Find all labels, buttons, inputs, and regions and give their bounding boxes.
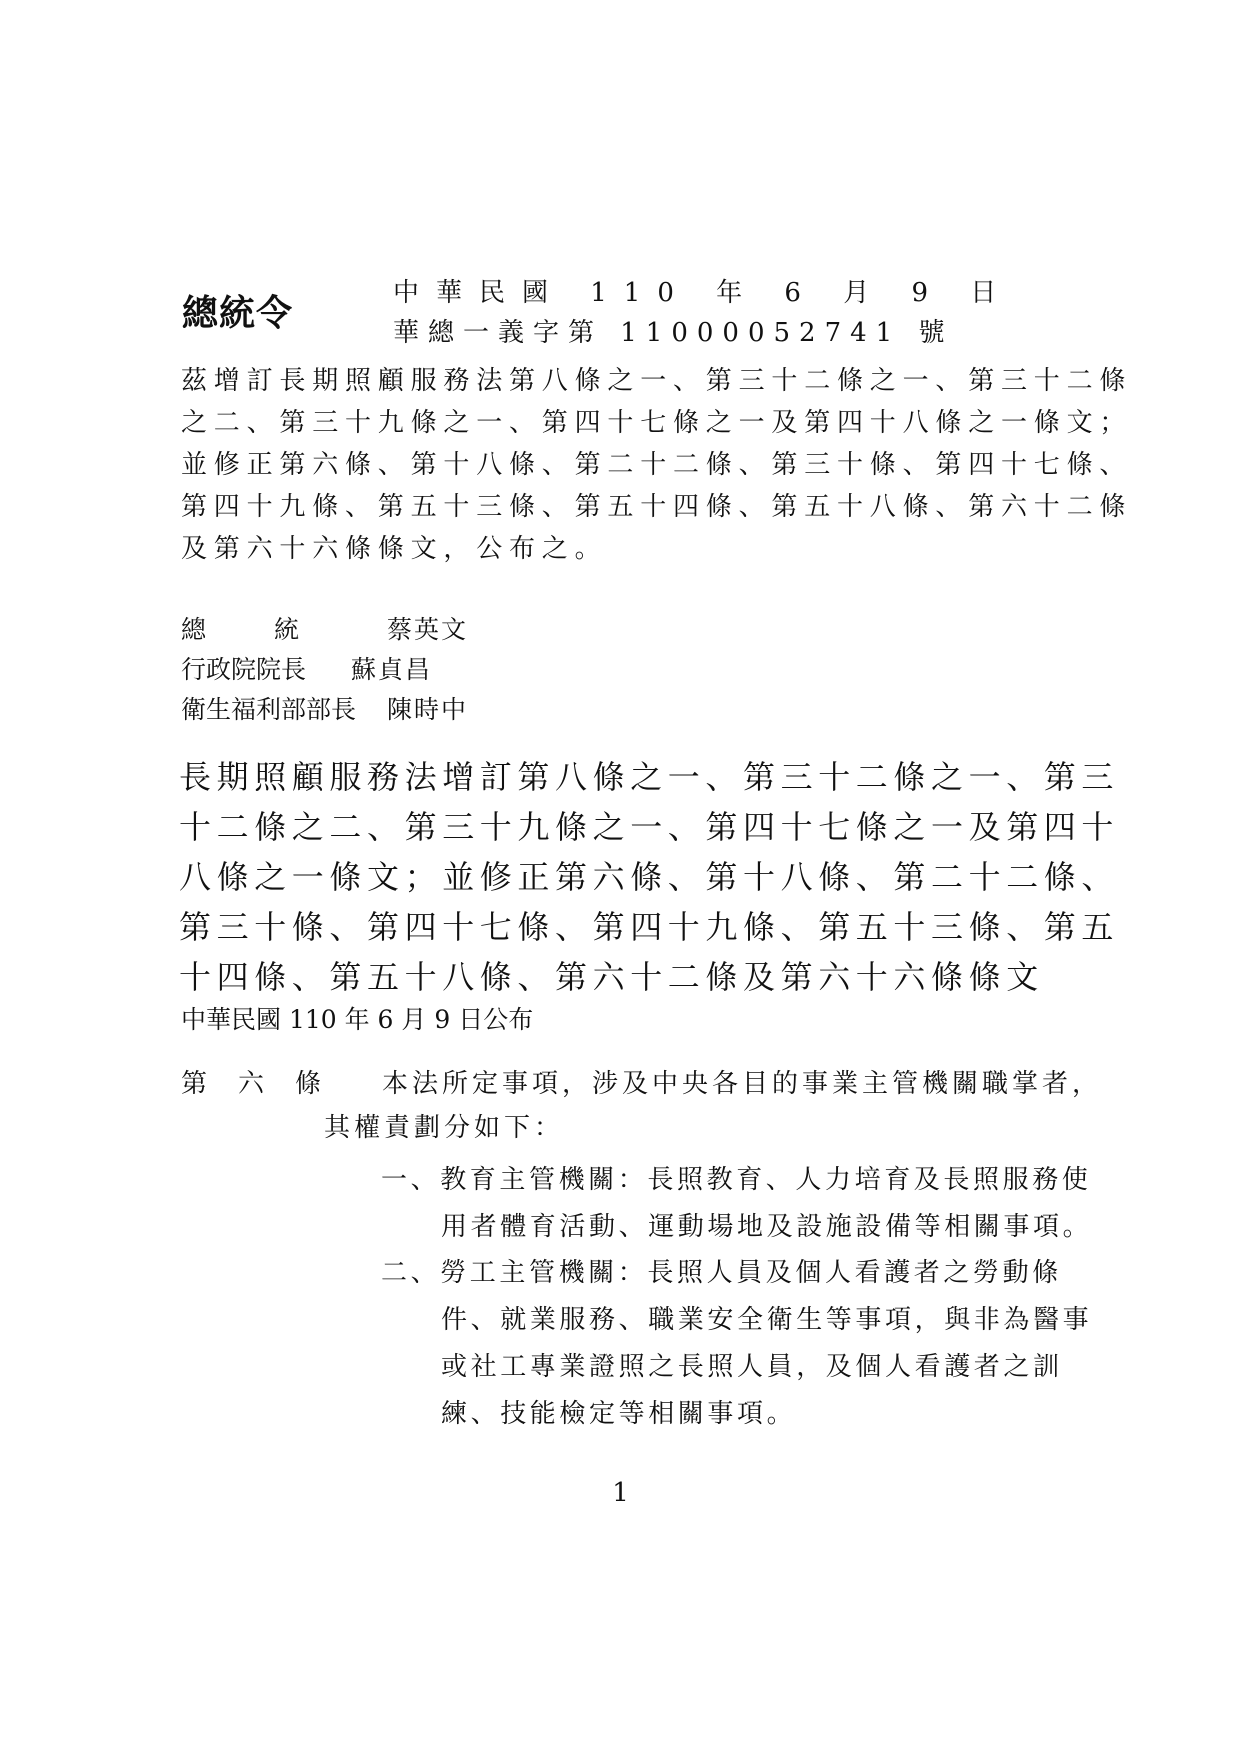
article-item-line: 一、教育主管機關：長照教育、人力培育及長照服務使 xyxy=(381,1165,1092,1195)
article-item xyxy=(381,1157,1093,1251)
signer-role-char: 總 xyxy=(181,615,207,644)
preamble-paragraph xyxy=(181,360,1133,570)
decree-title: 總統令 xyxy=(182,293,294,334)
preamble-line: 之二、第三十九條之一、第四十七條之一及第四十八條之一條文； xyxy=(181,408,1133,438)
signer-minister xyxy=(181,690,468,730)
signer-premier xyxy=(181,650,468,690)
law-heading-line: 十二條之二、第三十九條之一、第四十七條之一及第四十 xyxy=(179,808,1120,846)
signer-role xyxy=(181,610,299,650)
law-heading-line: 長期照顧服務法增訂第八條之一、第三十二條之一、第三 xyxy=(179,758,1120,796)
signers-block xyxy=(181,610,468,730)
article-item-line: 二、勞工主管機關：長照人員及個人看護者之勞動條 xyxy=(381,1258,1062,1288)
signer-role: 衛生福利部部長 xyxy=(181,695,357,724)
law-heading-line: 第三十條、第四十七條、第四十九條、第五十三條、第五 xyxy=(179,908,1120,946)
article-text: 本法所定事項，涉及中央各目的事業主管機關職掌者， xyxy=(382,1069,1103,1099)
article-label-char: 條 xyxy=(294,1069,321,1099)
preamble-line: 茲增訂長期照顧服務法第八條之一、第三十二條之一、第三十二條 xyxy=(181,366,1133,396)
law-heading-line: 八條之一條文；並修正第六條、第十八條、第二十二條、 xyxy=(179,858,1120,896)
signer-role-char: 統 xyxy=(273,615,299,644)
signer-name: 陳時中 xyxy=(387,695,469,724)
article-item xyxy=(381,1250,1093,1438)
preamble-line: 並修正第六條、第十八條、第二十二條、第三十條、第四十七條、 xyxy=(181,450,1133,480)
promulgation-date: 中華民國 110 年 6 月 9 日公布 xyxy=(181,1005,534,1034)
signer-role: 行政院院長 xyxy=(181,655,307,684)
preamble-line: 及第六十六條條文，公布之。 xyxy=(181,534,608,564)
page-number: 1 xyxy=(612,1478,629,1508)
law-heading-line: 十四條、第五十八條、第六十二條及第六十六條條文 xyxy=(179,958,1044,996)
decree-date: 中華民國 110 年 6 月 9 日 xyxy=(393,278,1014,308)
article-label xyxy=(181,1063,321,1100)
article-label-char: 六 xyxy=(237,1069,264,1099)
preamble-line: 第四十九條、第五十三條、第五十四條、第五十八條、第六十二條 xyxy=(181,492,1133,522)
article-label-char: 第 xyxy=(181,1069,208,1099)
signer-name: 蘇貞昌 xyxy=(351,655,433,684)
signer-president xyxy=(181,610,468,650)
decree-number: 華總一義字第 11000052741 號 xyxy=(393,318,954,348)
article-item-line: 用者體育活動、運動場地及設施設備等相關事項。 xyxy=(441,1212,1093,1242)
signer-name: 蔡英文 xyxy=(387,615,469,644)
article-item-line: 或社工專業證照之長照人員，及個人看護者之訓 xyxy=(441,1352,1063,1382)
article-item-line: 件、就業服務、職業安全衛生等事項，與非為醫事 xyxy=(441,1305,1093,1335)
article-item-line: 練、技能檢定等相關事項。 xyxy=(441,1399,797,1429)
law-heading xyxy=(179,752,1120,1002)
article-text: 其權責劃分如下： xyxy=(324,1113,565,1143)
